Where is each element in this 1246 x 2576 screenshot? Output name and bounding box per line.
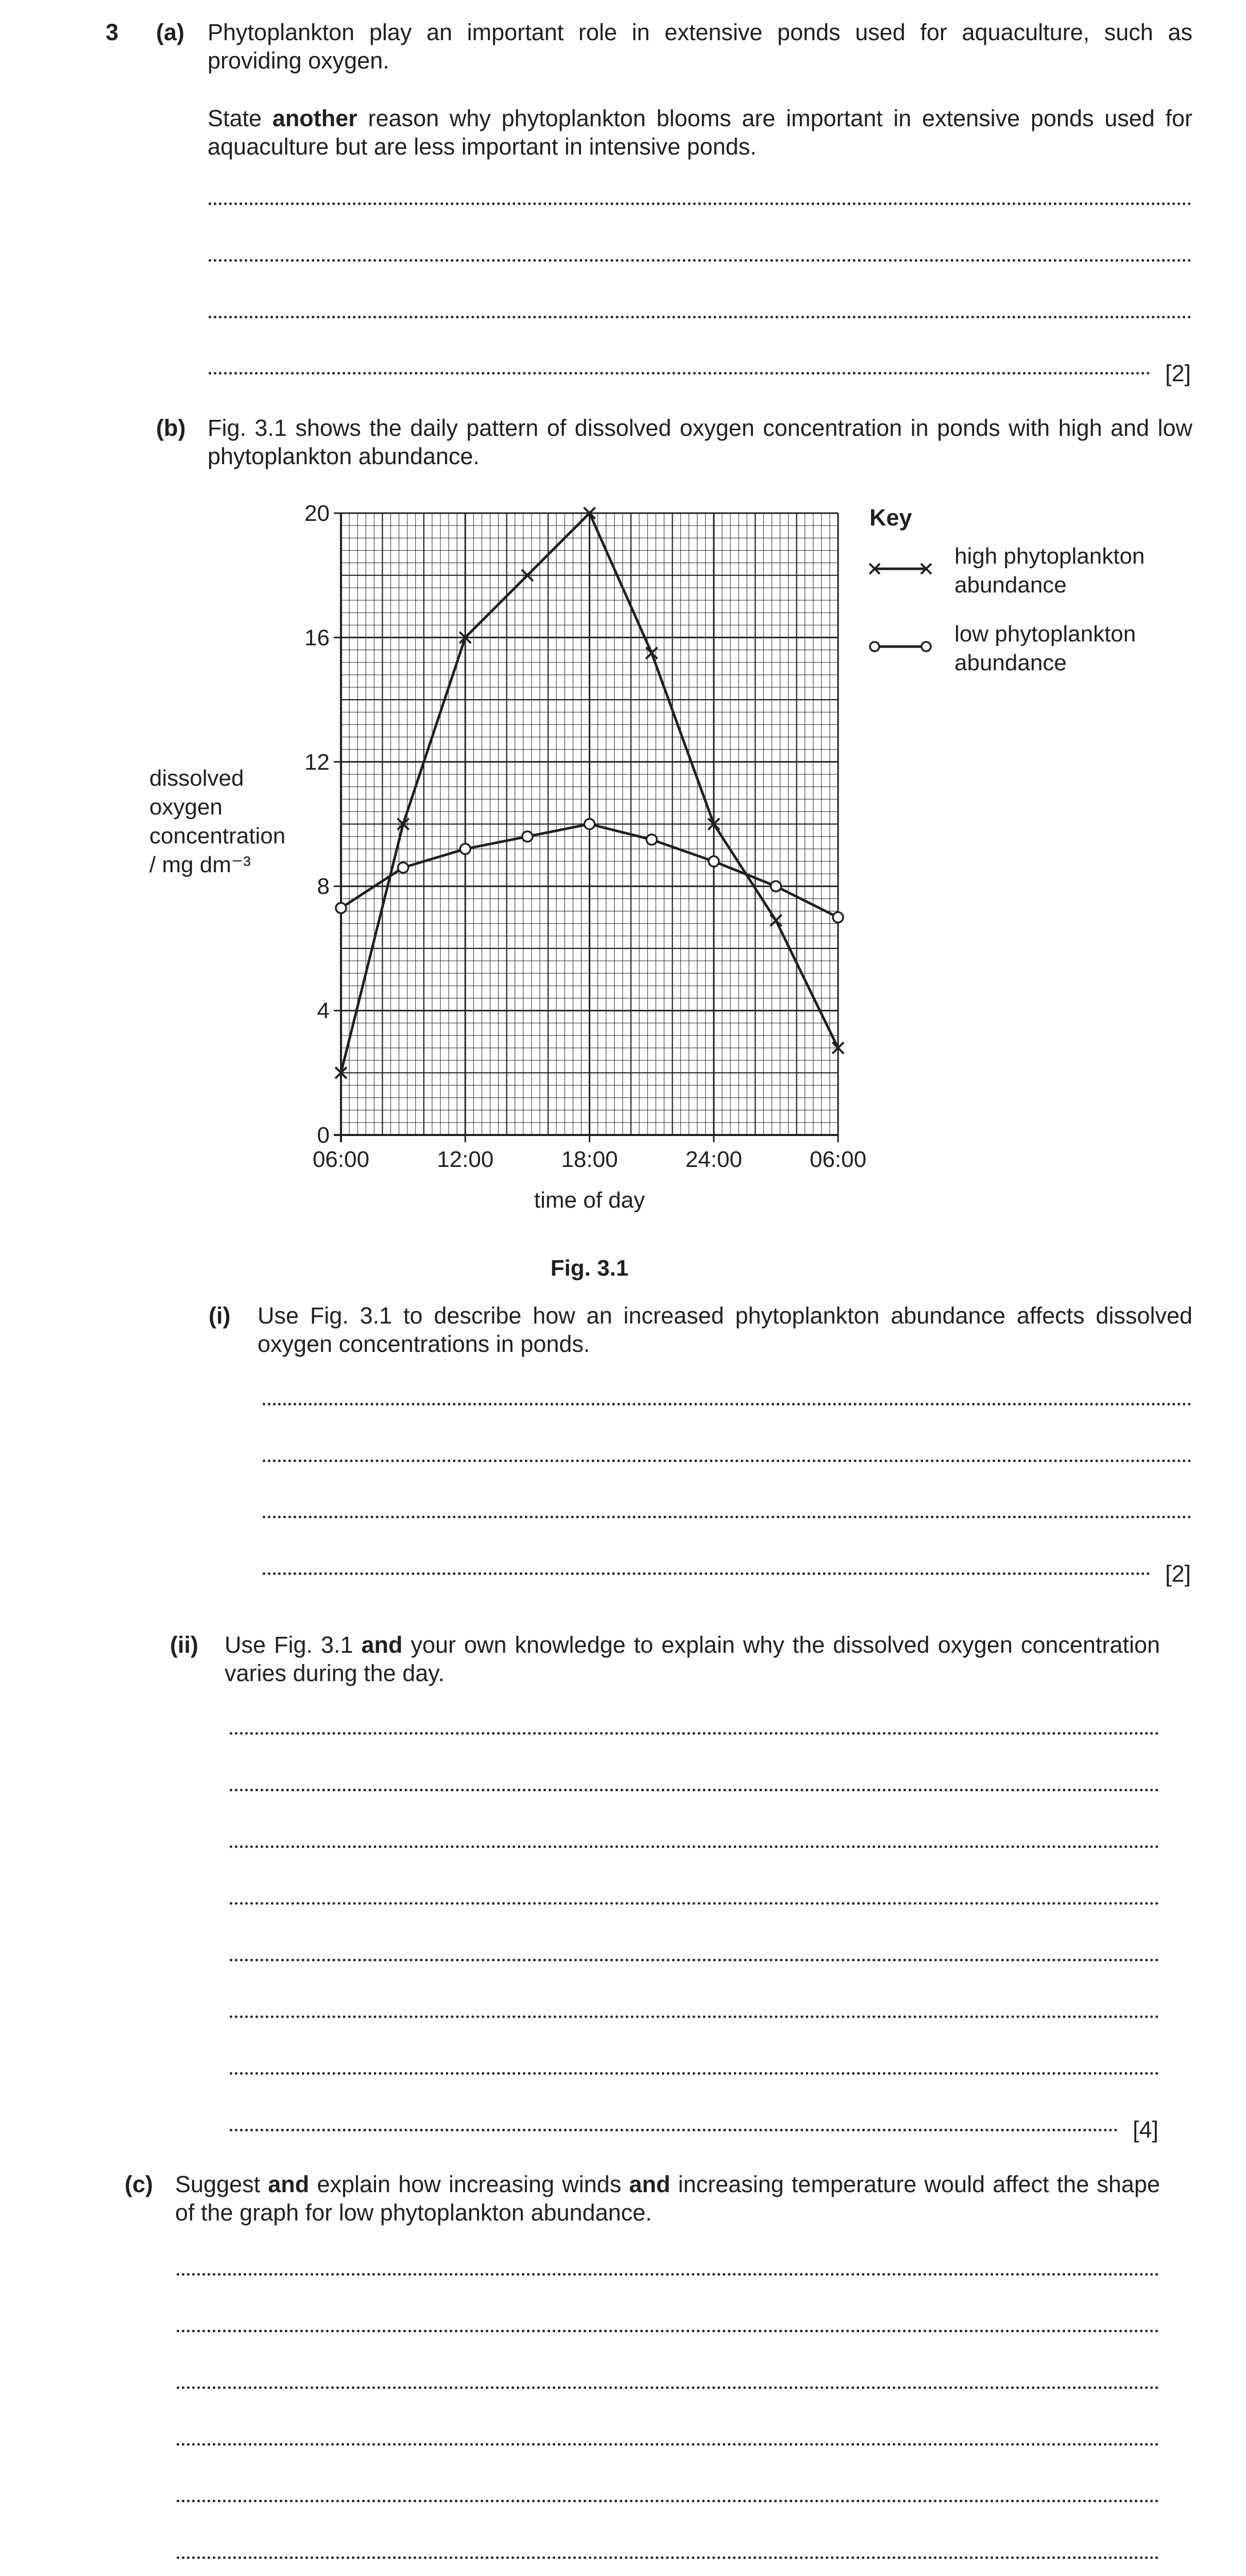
answer-line[interactable] [177,2556,1159,2559]
x-axis-title: time of day [534,1188,645,1213]
answer-line[interactable] [177,2443,1159,2446]
figure-caption: Fig. 3.1 [550,1256,629,1281]
answer-line[interactable] [230,2072,1159,2075]
data-point [522,832,533,842]
answer-line[interactable] [230,1789,1159,1791]
answer-line[interactable] [263,1516,1191,1518]
legend-label: abundance [954,572,1067,598]
answer-line[interactable] [263,1572,1150,1575]
answer-line[interactable] [230,1732,1159,1735]
answer-line[interactable] [230,2015,1159,2018]
answer-line[interactable] [230,2129,1118,2131]
part-b-ii-label: (ii) [170,1632,198,1658]
x-tick-label: 18:00 [561,1147,618,1172]
y-tick-label: 16 [304,625,330,651]
data-point [460,844,470,854]
y-tick-label: 12 [304,749,330,775]
data-point [709,856,719,867]
answer-line[interactable] [263,1403,1191,1405]
answer-line[interactable] [177,2500,1159,2502]
data-point [585,819,595,829]
answer-line[interactable] [230,1902,1159,1905]
answer-line[interactable] [177,2330,1159,2332]
data-point [646,835,657,845]
part-b-i-label: (i) [209,1302,231,1329]
y-tick-label: 8 [317,874,330,900]
part-b-ii-marks: [4] [1133,2116,1159,2143]
x-tick-label: 06:00 [809,1147,867,1172]
part-c-text: Suggest and explain how increasing winds and increasing temperature would affect the shape of the graph for low phytoplankton abundance. [175,2171,1160,2226]
emphasis-and: and [629,2171,671,2197]
legend-label: abundance [954,650,1067,675]
part-b-label: (b) [156,415,186,441]
emphasis-and: and [268,2171,310,2197]
y-tick-label: 0 [317,1123,330,1148]
x-tick-label: 12:00 [437,1147,494,1172]
question-number: 3 [106,19,119,45]
part-b-ii-text: Use Fig. 3.1 and your own knowledge to explain why the dissolved oxygen concentration varies during the day. [225,1632,1160,1686]
part-b-i-text: Use Fig. 3.1 to describe how an increased phytoplankton abundance affects dissolved oxygen concentrations in ponds. [258,1302,1192,1357]
part-c-label: (c) [125,2171,153,2197]
part-b-intro: Fig. 3.1 shows the daily pattern of dissolved oxygen concentration in ponds with high and low phytoplankton abundance. [208,415,1192,469]
legend-marker [921,642,931,651]
answer-line[interactable] [263,1460,1191,1462]
part-a-prompt: State another reason why phytoplankton blooms are important in extensive ponds used for aquaculture but are less important in intensive ponds. [208,105,1192,160]
answer-line[interactable] [230,1959,1159,1961]
answer-line[interactable] [177,2273,1159,2276]
part-a-label: (a) [156,19,184,45]
data-point [398,862,408,873]
answer-line[interactable] [177,2386,1159,2389]
y-axis-label: dissolved oxygen concentration / mg dm⁻³ [149,766,286,877]
data-point [833,912,843,923]
answer-line[interactable] [230,1845,1159,1848]
y-tick-label: 4 [317,998,330,1024]
part-b-i-marks: [2] [1165,1561,1191,1587]
legend-label: high phytoplankton [954,544,1145,569]
emphasis-another: another [272,105,357,131]
y-tick-label: 20 [304,501,330,526]
x-tick-label: 24:00 [685,1147,742,1172]
part-a-intro: Phytoplankton play an important role in extensive ponds used for aquaculture, such as providing oxygen. [208,19,1192,74]
data-point [336,903,346,913]
data-point [771,881,781,891]
part-a-marks: [2] [1165,360,1191,386]
legend-marker [870,642,879,651]
emphasis-and: and [361,1632,403,1658]
legend-title: Key [869,504,912,531]
x-tick-label: 06:00 [312,1147,370,1172]
legend-label: low phytoplankton [954,621,1136,647]
